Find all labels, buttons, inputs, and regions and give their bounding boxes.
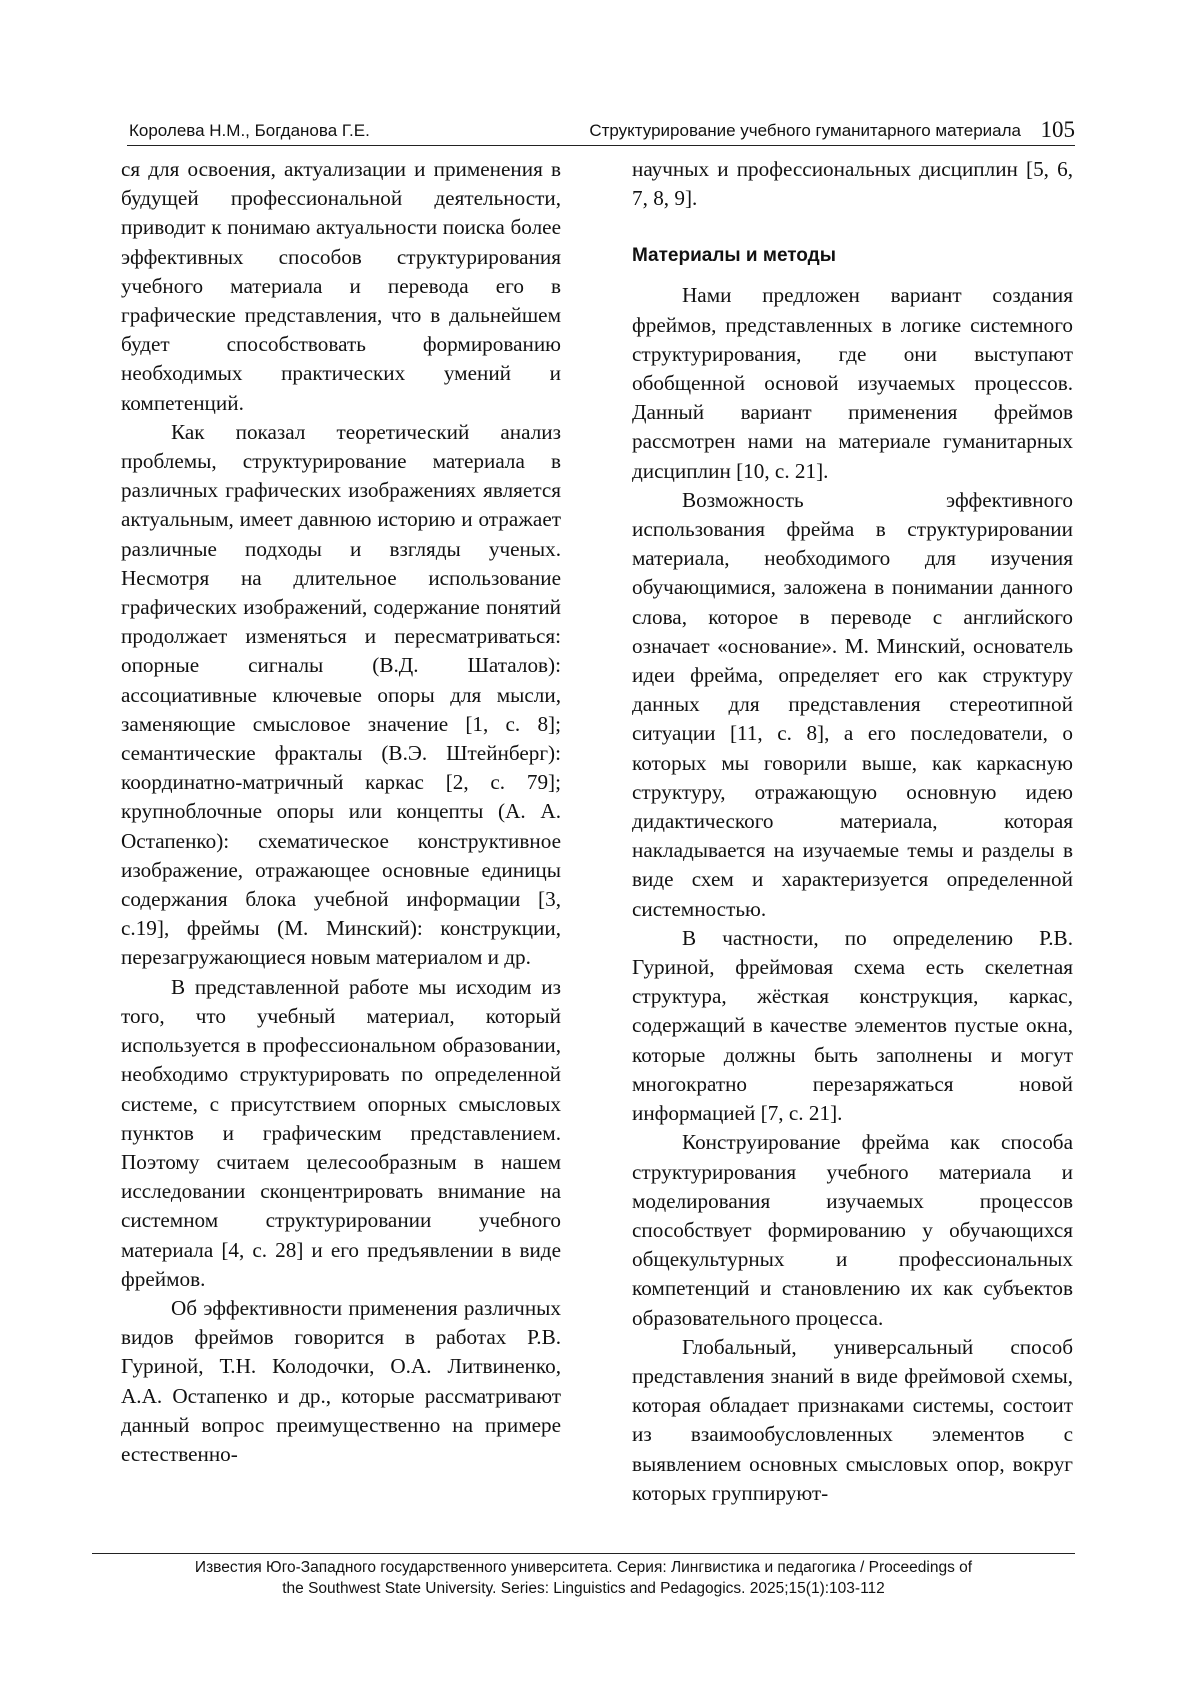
footer-line-2: the Southwest State University. Series: Linguistics and Pedagogics. 2025;15(1):103-112 <box>282 1580 885 1597</box>
header-authors: Королева Н.М., Богданова Г.Е. <box>129 121 370 140</box>
paragraph: Возможность эффективного использования фрейма в структурировании материала, необходимого для изучения обучающимися, заложена в понимании данного слова, которое в переводе с английского означает «основание». М. Минский, основатель идеи фрейма, определяет его как структуру данных для представления стереотипной ситуации [11, с. 8], а его последователи, о которых мы говорили выше, как каркасную структуру, отражающую основную идею дидактического материала, которая накладывается на изучаемые темы и разделы в виде схем и характеризуется определенной системностью. <box>632 487 1073 921</box>
header-title: Структурирование учебного гуманитарного материала <box>589 121 1021 140</box>
footer-line-1: Известия Юго-Западного государственного университета. Серия: Лингвистика и педагогика / Proceedings of <box>194 1559 973 1576</box>
paragraph: ся для освоения, актуализации и применения в будущей профессиональной деятельности, приводит к понимаю актуальности поиска более эффективных способов структурирования учебного материала и перевода его в графические представления, что в дальнейшем будет способствовать формированию необходимых практических умений и компетенций. <box>121 157 561 415</box>
footer-divider <box>92 1553 1075 1554</box>
page-number: 105 <box>1040 117 1075 142</box>
paragraph-continuation: научных и профессиональных дисциплин [5, 6, 7, 8, 9]. <box>632 157 1073 211</box>
journal-footer <box>92 1557 1075 1599</box>
section-heading: Материалы и методы <box>632 245 836 267</box>
right-column <box>632 155 1073 1508</box>
paragraph: В представленной работе мы исходим из того, что учебный материал, который используется в профессиональном образовании, необходимо структурировать по определенной системе, с присутствием опорных смысловых пунктов и графическим представлением. Поэтому считаем целесообразным в нашем исследовании сконцентрировать внимание на системном структурировании учебного материала [4, с. 28] и его предъявлении в виде фреймов. <box>121 974 561 1291</box>
paragraph: Об эффективности применения различных видов фреймов говорится в работах Р.В. Гуриной, Т.Н. Колодочки, О.А. Литвиненко, А.А. Остапенко и др., которые рассматривают данный вопрос преимущественно на примере естественно- <box>121 1295 561 1466</box>
paragraph: В частности, по определению Р.В. Гуриной, фреймовая схема есть скелетная структура, жёсткая конструкция, каркас, содержащий в качестве элементов пустые окна, которые должны быть заполнены и могут многократно перезаряжаться новой информацией [7, с. 21]. <box>632 925 1073 1126</box>
paragraph: Глобальный, универсальный способ представления знаний в виде фреймовой схемы, которая обладает признаками системы, состоит из взаимообусловленных элементов с выявлением основных смысловых опор, вокруг которых группируют- <box>632 1334 1073 1505</box>
paragraph: Как показал теоретический анализ проблемы, структурирование материала в различных графических изображениях является актуальным, имеет давнюю историю и отражает различные подходы и взгляды ученых. Несмотря на длительное использование графических изображений, содержание понятий продолжает изменяться и пересматриваться: опорные сигналы (В.Д. Шаталов): ассоциативные ключевые опоры для мысли, заменяющие смысловое значение [1, с. 8]; семантические фракталы (В.Э. Штейнберг): координатно-матричный каркас [2, с. 79]; крупноблочные опоры или концепты (А. А. Остапенко): схематическое конструктивное изображение, отражающее основные единицы содержания блока учебной информации [3, с.19], фреймы (М. Минский): конструкции, перезагружающиеся новым материалом и др. <box>121 419 561 970</box>
paragraph: Конструирование фрейма как способа структурирования учебного материала и моделирования изучаемых процессов способствует формированию у обучающихся общекультурных и профессиональных компетенций и становлению их как субъектов образовательного процесса. <box>632 1130 1073 1330</box>
paragraph: Нами предложен вариант создания фреймов, представленных в логике системного структурирования, где они выступают обобщенной основой изучаемых процессов. Данный вариант применения фреймов рассмотрен нами на материале гуманитарных дисциплин [10, с. 21]. <box>632 283 1073 483</box>
left-column <box>121 155 561 1469</box>
running-header <box>127 117 1075 146</box>
